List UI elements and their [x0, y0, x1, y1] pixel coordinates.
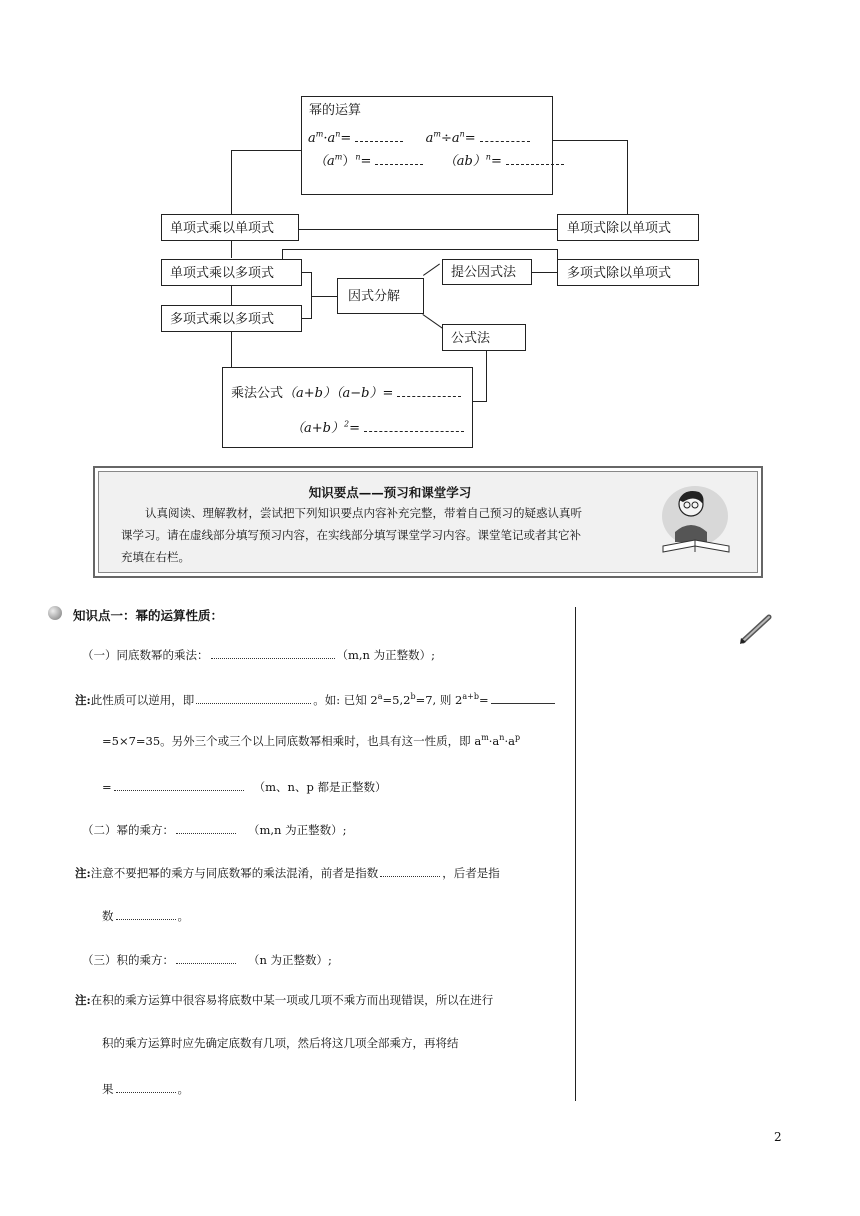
connector: [423, 264, 440, 276]
node-formula-method: 公式法: [442, 324, 526, 351]
blank-dashed[interactable]: [397, 396, 461, 397]
power-operations-title: 幂的运算: [309, 103, 362, 118]
reader-cartoon-icon: [655, 482, 737, 562]
connector: [231, 285, 232, 305]
connector: [627, 140, 628, 214]
note-3-line2: 积的乘方运算时应先确定底数有几项，然后将这几项全部乘方，再将结: [102, 1036, 459, 1050]
mult-formula-line1: 乘法公式（a+b）（a−b）=: [231, 387, 461, 400]
connector: [311, 296, 337, 297]
node-poly-div-mono: 多项式除以单项式: [557, 259, 699, 286]
connector: [299, 229, 557, 230]
connector: [552, 140, 627, 141]
connector: [282, 249, 558, 250]
note-2-line2: 数 。: [102, 909, 189, 923]
property-2: （二）幂的乘方： （m,n 为正整数）;: [82, 823, 347, 837]
node-poly-mul-poly: 多项式乘以多项式: [161, 305, 302, 332]
blank-solid[interactable]: [491, 691, 555, 704]
connector: [231, 331, 232, 367]
connector: [422, 314, 442, 329]
blank-dashed[interactable]: [364, 431, 464, 432]
blank-dashed[interactable]: [480, 141, 530, 142]
pen-icon: [737, 613, 775, 645]
note-1-line3: = （m、n、p 都是正整数）: [102, 780, 387, 794]
multiplication-formula-box: [222, 367, 473, 448]
blank-dotted[interactable]: [380, 864, 440, 877]
node-mono-mul-poly: 单项式乘以多项式: [161, 259, 302, 286]
connector: [472, 401, 487, 402]
blank-dashed[interactable]: [375, 164, 423, 165]
blank-dotted[interactable]: [211, 646, 335, 659]
page-number: 2: [774, 1130, 782, 1144]
blank-dotted[interactable]: [196, 691, 311, 704]
blank-dashed[interactable]: [355, 141, 403, 142]
note-1-line1: 注:此性质可以逆用，即 。如: 已知 $2^a=5,2^b=7$, 则 $2^{a+b}=$: [75, 691, 557, 708]
blank-dotted[interactable]: [176, 951, 236, 964]
connector: [231, 240, 232, 258]
connector: [231, 150, 232, 214]
mult-formula-line2: $(a+b)^2=$: [291, 422, 464, 435]
section-heading: 知识点一：幂的运算性质：: [73, 608, 224, 623]
node-mono-mul-mono: 单项式乘以单项式: [161, 214, 299, 241]
connector: [301, 272, 311, 273]
note-1-line2: =5×7=35。另外三个或三个以上同底数幂相乘时，也具有这一性质，即 $a^m\cdot a^n\cdot a^p$: [102, 733, 521, 748]
property-3: （三）积的乘方： （n 为正整数）;: [82, 953, 332, 967]
intro-title: 知识要点——预习和课堂学习: [308, 485, 472, 500]
intro-text-line2: 课学习。请在虚线部分填写预习内容，在实线部分填写课堂学习内容。课堂笔记或者其它补: [121, 528, 581, 542]
node-mono-div-mono: 单项式除以单项式: [557, 214, 699, 241]
property-1: （一）同底数幂的乘法： （m,n 为正整数）;: [82, 648, 435, 662]
blank-dotted[interactable]: [116, 907, 176, 920]
power-formula-line2: $(a^m)^n= (ab)^n=$: [314, 155, 564, 168]
power-formula-line1: $a^m\cdot a^n= a^m\div a^n=$: [308, 132, 530, 145]
node-factorization: 因式分解: [337, 278, 424, 314]
blank-dotted[interactable]: [176, 821, 236, 834]
connector: [282, 249, 283, 259]
blank-dotted[interactable]: [116, 1080, 176, 1093]
sphere-bullet-icon: [48, 606, 62, 620]
blank-dashed[interactable]: [506, 164, 564, 165]
column-divider: [575, 607, 576, 1101]
connector: [486, 350, 487, 402]
note-3-line3: 果 。: [102, 1082, 189, 1096]
connector: [231, 150, 301, 151]
connector: [301, 318, 311, 319]
intro-text-line1: 认真阅读、理解教材，尝试把下列知识要点内容补充完整，带着自己预习的疑惑认真听: [145, 506, 582, 520]
connector: [557, 249, 558, 259]
blank-dotted[interactable]: [114, 778, 244, 791]
note-3-line1: 注:在积的乘方运算中很容易将底数中某一项或几项不乘方而出现错误，所以在进行: [75, 993, 494, 1007]
intro-box: [93, 466, 763, 578]
intro-text-line3: 充填在右栏。: [121, 550, 190, 564]
connector: [531, 272, 558, 273]
power-operations-box: [301, 96, 553, 195]
note-2-line1: 注:注意不要把幂的乘方与同底数幂的乘法混淆，前者是指数 ，后者是指: [75, 866, 500, 880]
node-common-factor: 提公因式法: [442, 259, 532, 285]
